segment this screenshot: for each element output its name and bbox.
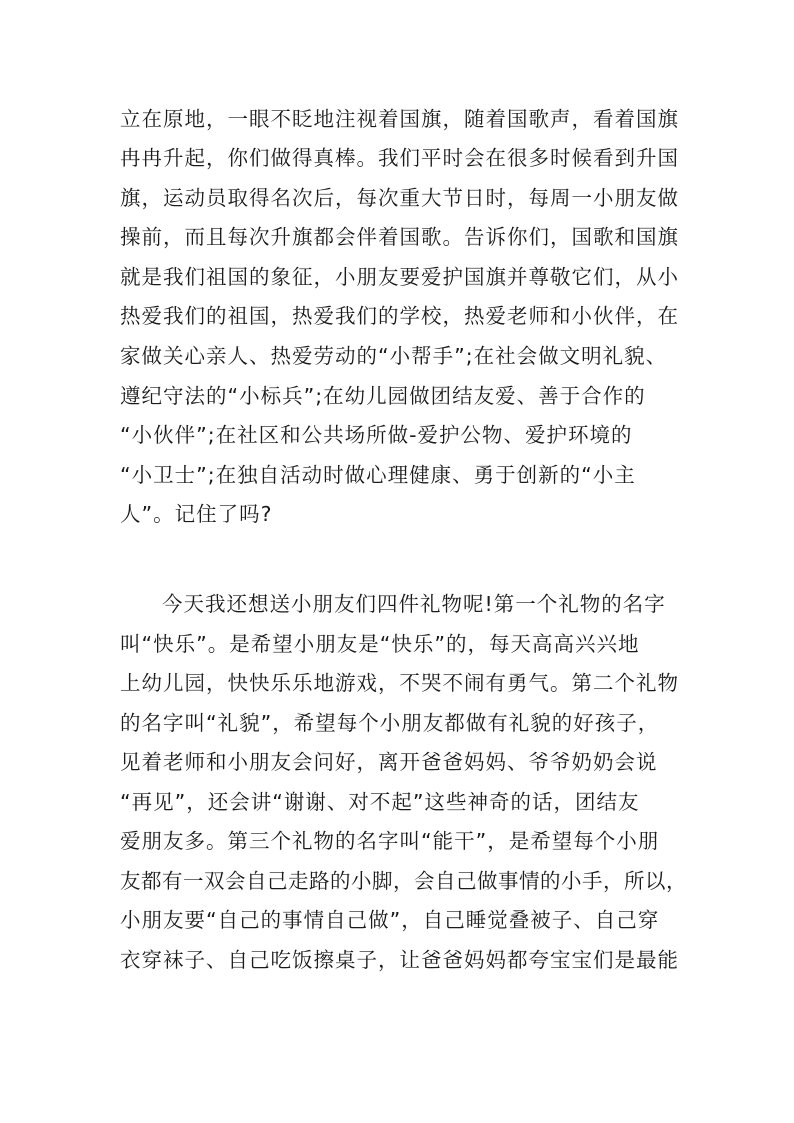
text-line: 的名字叫“礼貌”，希望每个小朋友都做有礼貌的好孩子， — [120, 711, 660, 735]
text-line: 就是我们祖国的象征，小朋友要爱护国旗并尊敬它们，从小 — [120, 265, 679, 289]
text-line: 见着老师和小朋友会问好，离开爸爸妈妈、爷爷奶奶会说 — [120, 750, 658, 774]
text-line: 热爱我们的祖国，热爱我们的学校，热爱老师和小伙伴，在 — [120, 304, 679, 328]
text-line: “小伙伴”;在社区和公共场所做-爱护公物、爱护环境的 — [120, 423, 633, 447]
text-line: “再见”，还会讲“谢谢、对不起”这些神奇的话，团结友 — [120, 790, 640, 814]
text-line: 小朋友要“自己的事情自己做”，自己睡觉叠被子、自己穿 — [120, 908, 660, 932]
text-line: 友都有一双会自己走路的小脚，会自己做事情的小手，所以， — [120, 869, 687, 893]
text-line: 冉冉升起，你们做得真棒。我们平时会在很多时候看到升国 — [120, 146, 679, 170]
text-line: 人”。记住了吗? — [120, 502, 273, 526]
text-line: 衣穿袜子、自己吃饭擦桌子，让爸爸妈妈都夸宝宝们是最能 — [120, 948, 679, 972]
text-line: 叫“快乐”。是希望小朋友是“快乐”的，每天高高兴兴地 — [120, 632, 640, 656]
text-line: 操前，而且每次升旗都会伴着国歌。告诉你们，国歌和国旗 — [120, 225, 679, 249]
text-line: 今天我还想送小朋友们四件礼物呢!第一个礼物的名字 — [162, 592, 666, 616]
text-line: 上幼儿园，快快乐乐地游戏，不哭不闹有勇气。第二个礼物 — [120, 671, 679, 695]
text-line: 立在原地，一眼不眨地注视着国旗，随着国歌声，看着国旗 — [120, 107, 679, 131]
text-line: 旗，运动员取得名次后，每次重大节日时，每周一小朋友做 — [120, 186, 679, 210]
text-line: 家做关心亲人、热爱劳动的“小帮手”;在社会做文明礼貌、 — [120, 344, 668, 368]
text-line: 爱朋友多。第三个礼物的名字叫“能干”，是希望每个小朋 — [120, 829, 660, 853]
text-line: 遵纪守法的“小标兵”;在幼儿园做团结友爱、善于合作的 — [120, 384, 646, 408]
text-line: “小卫士”;在独自活动时做心理健康、勇于创新的“小主 — [120, 463, 636, 487]
